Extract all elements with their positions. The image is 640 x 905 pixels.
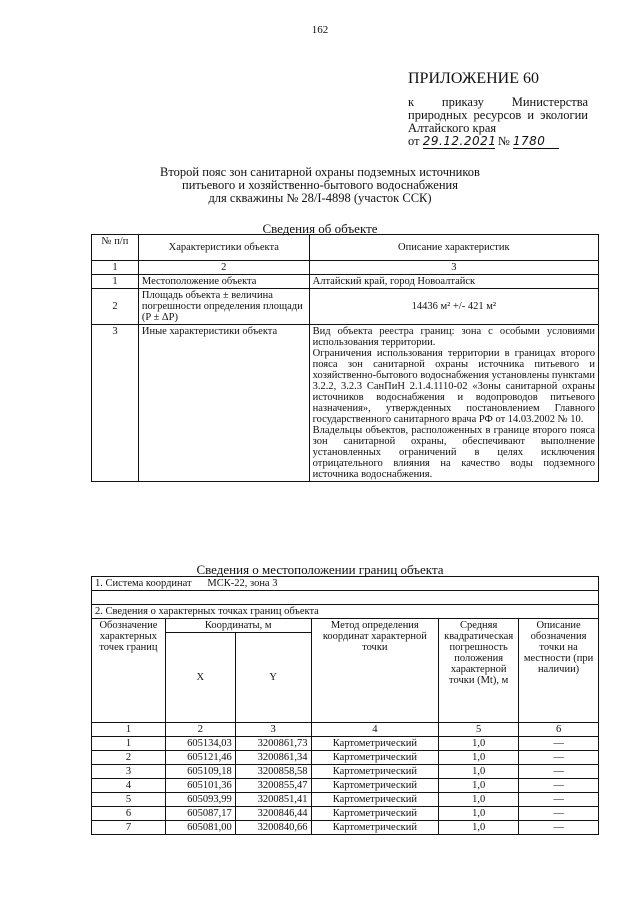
point-y: 3200851,41	[235, 793, 311, 807]
row-desc	[309, 325, 598, 482]
point-mt: 1,0	[439, 737, 519, 751]
order-text: к приказу Министерства природных ресурсов и экологии Алтайского края	[408, 95, 588, 135]
table-row	[92, 765, 599, 779]
document-title-line: Второй пояс зон санитарной охраны подземных источников	[160, 165, 480, 179]
point-mt: 1,0	[439, 793, 519, 807]
coord-system-label: 1. Система координат	[95, 578, 192, 589]
point-x: 605087,17	[165, 807, 235, 821]
header-char: Характеристики объекта	[138, 235, 309, 261]
order-from-label: от	[408, 134, 420, 148]
point-y: 3200846,44	[235, 807, 311, 821]
row-char: Иные характеристики объекта	[138, 325, 309, 482]
header-desc: Описание характеристик	[309, 235, 598, 261]
object-info-table	[91, 234, 599, 482]
table-row	[92, 807, 599, 821]
point-method: Картометрический	[311, 779, 439, 793]
row-char: Площадь объекта ± величина погрешности определения площади (P ± ΔP)	[138, 289, 309, 325]
index-cell: 1	[92, 723, 166, 737]
row-num: 2	[92, 289, 139, 325]
points-section-label: 2. Сведения о характерных точках границ объекта	[92, 605, 599, 619]
point-x: 605101,36	[165, 779, 235, 793]
desc-paragraph: Владельцы объектов, расположенных в границе второго пояса зон санитарной охраны, обеспечивают выполнение установленных ограничений в целях исключения отрицательного влияния на качество воды подземного источника водоснабжения.	[312, 425, 595, 480]
header-num: № п/п	[92, 235, 139, 261]
table-row	[92, 275, 599, 289]
table-row	[92, 289, 599, 325]
boundary-info-section-title: Сведения о местоположении границ объекта	[196, 562, 444, 577]
point-method: Картометрический	[311, 737, 439, 751]
point-mt: 1,0	[439, 807, 519, 821]
point-id: 3	[92, 765, 166, 779]
desc-paragraph: Ограничения использования территории в границах второго пояса зон санитарной охраны источника питьевого и хозяйственно-бытового водоснабжения установлены пунктами 3.2.2, 3.2.3 СанПиН 2.1.4.1110-02 «Зоны санитарной охраны источников водоснабжения и водопроводов питьевого назначения», утвержденных постановлением Главного государственного санитарного врача РФ от 14.03.2002 № 10.	[312, 348, 595, 425]
point-x: 605109,18	[165, 765, 235, 779]
table-row	[92, 737, 599, 751]
order-date: 29.12.2021	[422, 134, 497, 148]
table-row	[92, 325, 599, 482]
index-cell: 2	[165, 723, 235, 737]
document-title	[150, 166, 490, 205]
header-y: Y	[235, 633, 311, 723]
header-method: Метод определения координат характерной точки	[311, 619, 439, 723]
point-method: Картометрический	[311, 793, 439, 807]
page-number: 162	[311, 24, 329, 36]
point-method: Картометрический	[311, 821, 439, 835]
point-x: 605081,00	[165, 821, 235, 835]
point-desc: —	[519, 765, 599, 779]
order-number-label: №	[497, 134, 510, 148]
index-cell: 4	[311, 723, 439, 737]
point-x: 605134,03	[165, 737, 235, 751]
index-cell: 3	[235, 723, 311, 737]
header-x: X	[165, 633, 235, 723]
point-desc: —	[519, 751, 599, 765]
point-desc: —	[519, 793, 599, 807]
index-cell: 6	[519, 723, 599, 737]
point-method: Картометрический	[311, 765, 439, 779]
header-coords: Координаты, м	[165, 619, 311, 633]
order-number: 1780	[513, 135, 559, 149]
index-cell: 2	[138, 261, 309, 275]
desc-paragraph: Вид объекта реестра границ: зона с особыми условиями использования территории.	[312, 326, 595, 348]
point-mt: 1,0	[439, 765, 519, 779]
point-desc: —	[519, 779, 599, 793]
point-mt: 1,0	[439, 821, 519, 835]
table-row	[92, 821, 599, 835]
point-y: 3200861,34	[235, 751, 311, 765]
document-title-line: для скважины № 28/I-4898 (участок ССК)	[208, 191, 432, 205]
header-designation: Обозначение характерных точек границ	[92, 619, 166, 723]
index-cell: 5	[439, 723, 519, 737]
table-row	[92, 779, 599, 793]
point-y: 3200855,47	[235, 779, 311, 793]
point-id: 7	[92, 821, 166, 835]
point-desc: —	[519, 821, 599, 835]
row-num: 3	[92, 325, 139, 482]
point-method: Картометрический	[311, 807, 439, 821]
index-cell: 1	[92, 261, 139, 275]
point-id: 2	[92, 751, 166, 765]
point-method: Картометрический	[311, 751, 439, 765]
point-mt: 1,0	[439, 751, 519, 765]
point-id: 1	[92, 737, 166, 751]
appendix-title: ПРИЛОЖЕНИЕ 60	[408, 70, 540, 87]
point-y: 3200858,58	[235, 765, 311, 779]
index-cell: 3	[309, 261, 598, 275]
point-x: 605093,99	[165, 793, 235, 807]
row-char: Местоположение объекта	[138, 275, 309, 289]
point-id: 5	[92, 793, 166, 807]
point-desc: —	[519, 807, 599, 821]
point-mt: 1,0	[439, 779, 519, 793]
object-info-section-title: Сведения об объекте	[262, 221, 378, 236]
point-x: 605121,46	[165, 751, 235, 765]
row-desc: 14436 м² +/- 421 м²	[309, 289, 598, 325]
appendix-order-reference	[408, 96, 588, 149]
document-title-line: питьевого и хозяйственно-бытового водоснабжения	[182, 178, 458, 192]
row-desc: Алтайский край, город Новоалтайск	[309, 275, 598, 289]
row-num: 1	[92, 275, 139, 289]
coord-system-value: МСК-22, зона 3	[207, 578, 278, 589]
coord-system-row	[92, 577, 599, 591]
point-y: 3200861,73	[235, 737, 311, 751]
boundary-points-table	[91, 576, 599, 835]
table-row	[92, 751, 599, 765]
point-id: 4	[92, 779, 166, 793]
table-row	[92, 793, 599, 807]
blank-row	[92, 591, 599, 605]
point-y: 3200840,66	[235, 821, 311, 835]
header-error: Средняя квадратическая погрешность положения характерной точки (Mt), м	[439, 619, 519, 723]
point-id: 6	[92, 807, 166, 821]
header-description: Описание обозначения точки на местности (при наличии)	[519, 619, 599, 723]
point-desc: —	[519, 737, 599, 751]
